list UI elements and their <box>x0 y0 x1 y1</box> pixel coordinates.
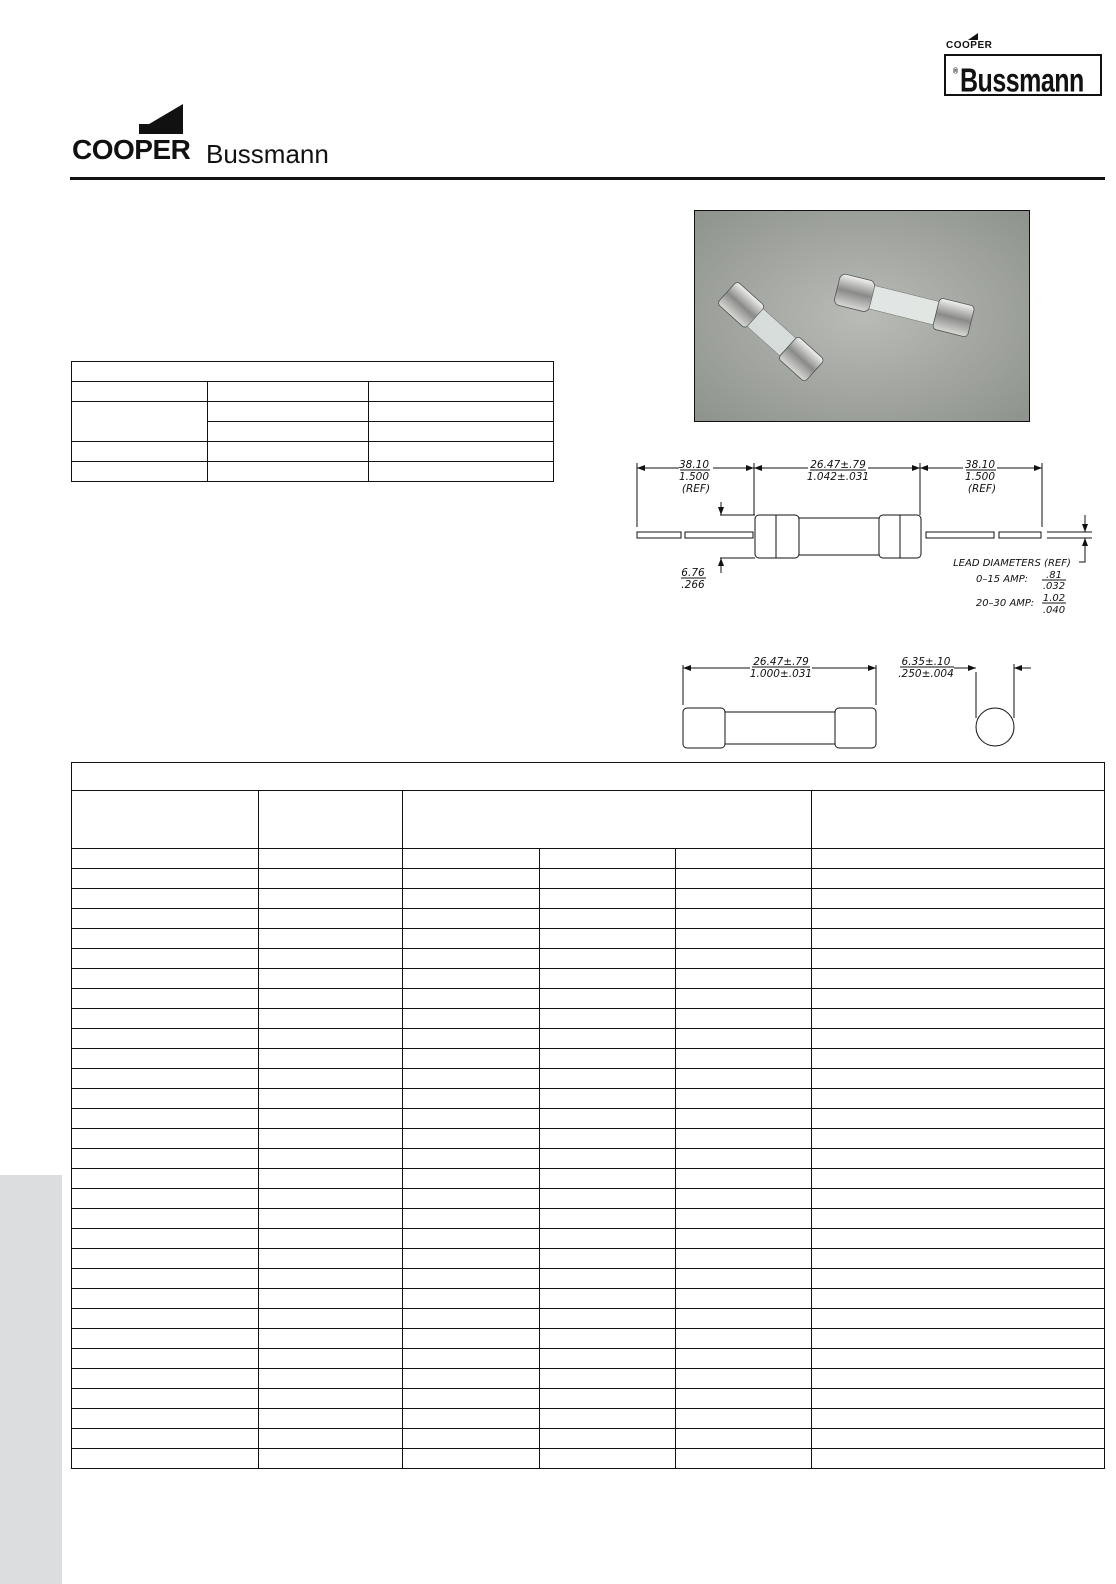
table-header-cell <box>72 791 259 849</box>
table-title-cell <box>72 763 1105 791</box>
table-cell <box>539 1409 675 1429</box>
table-cell <box>402 1049 539 1069</box>
table-cell <box>258 909 402 929</box>
table-cell <box>72 1049 259 1069</box>
lead-0-15-mm: .81 <box>1046 570 1062 581</box>
table-cell <box>369 402 554 422</box>
table-cell <box>72 869 259 889</box>
table-cell <box>402 1209 539 1229</box>
table-cell <box>402 1149 539 1169</box>
lead-right-mm: 38.10 <box>964 459 996 471</box>
table-cell <box>811 1229 1104 1249</box>
table-cell <box>72 462 208 482</box>
table-header-cell <box>402 791 811 849</box>
table-cell <box>72 1449 259 1469</box>
table-cell <box>72 1249 259 1269</box>
table-row <box>72 1029 1105 1049</box>
table-cell <box>675 889 811 909</box>
table-row <box>72 1349 1105 1369</box>
table-cell <box>675 1449 811 1469</box>
table-cell <box>675 1109 811 1129</box>
table-cell <box>675 1169 811 1189</box>
lead-left-ref: (REF) <box>681 483 711 495</box>
product-photo <box>694 210 1030 422</box>
table-cell <box>72 1229 259 1249</box>
table-row <box>72 1289 1105 1309</box>
table-cell <box>72 402 208 442</box>
table-row <box>72 382 554 402</box>
table-cell <box>258 1429 402 1449</box>
table-cell <box>675 1029 811 1049</box>
table-cell <box>72 989 259 1009</box>
table-row <box>72 1109 1105 1129</box>
table-cell <box>539 1189 675 1209</box>
table-cell <box>402 1309 539 1329</box>
table-cell <box>258 1369 402 1389</box>
lead-right-in: 1.500 <box>964 471 996 483</box>
table-cell <box>258 1309 402 1329</box>
table-cell <box>811 1449 1104 1469</box>
table-cell <box>258 869 402 889</box>
table-cell <box>539 1209 675 1229</box>
table-cell <box>675 1149 811 1169</box>
table-cell <box>72 949 259 969</box>
table-cell <box>208 402 369 422</box>
table-cell <box>258 1229 402 1249</box>
table-cell <box>72 909 259 929</box>
table-row <box>72 1209 1105 1229</box>
lead-20-30-label: 20–30 AMP: <box>975 598 1035 609</box>
table-row <box>72 849 1105 869</box>
table-cell <box>539 949 675 969</box>
table-cell <box>811 1409 1104 1429</box>
table-row <box>72 869 1105 889</box>
table-cell <box>72 1129 259 1149</box>
table-cell <box>258 1029 402 1049</box>
table-cell <box>402 869 539 889</box>
table-cell <box>675 1289 811 1309</box>
lead-right-ref: (REF) <box>967 483 997 495</box>
table-row <box>72 1449 1105 1469</box>
table-cell <box>402 849 539 869</box>
table-cell <box>811 1169 1104 1189</box>
table-cell <box>402 1349 539 1369</box>
table-cell <box>539 989 675 1009</box>
table-cell <box>402 1029 539 1049</box>
dimension-drawing-leads <box>630 455 1100 620</box>
body-length-mm: 26.47±.79 <box>810 459 866 471</box>
table-cell <box>402 1009 539 1029</box>
table-cell <box>402 1269 539 1289</box>
table-row <box>72 1169 1105 1189</box>
table-cell <box>402 1409 539 1429</box>
table-cell <box>811 1189 1104 1209</box>
table-cell <box>539 849 675 869</box>
table-cell <box>72 362 554 382</box>
table-cell <box>811 1089 1104 1109</box>
table-cell <box>208 382 369 402</box>
cartridge-length-in: 1.000±.031 <box>749 668 813 680</box>
diameter-mm: 6.76 <box>681 567 705 579</box>
table-cell <box>258 1449 402 1469</box>
table-cell <box>258 1049 402 1069</box>
table-cell <box>72 1269 259 1289</box>
spec-table <box>71 361 554 482</box>
table-cell <box>402 1189 539 1209</box>
table-cell <box>402 1289 539 1309</box>
table-cell <box>811 969 1104 989</box>
table-row <box>72 1129 1105 1149</box>
table-cell <box>811 1049 1104 1069</box>
table-cell <box>402 1169 539 1189</box>
table-row <box>72 969 1105 989</box>
table-cell <box>72 1369 259 1389</box>
table-cell <box>402 1229 539 1249</box>
table-cell <box>258 1169 402 1189</box>
table-cell <box>675 1209 811 1229</box>
cooper-bussmann-logo <box>72 104 372 168</box>
table-cell <box>402 1449 539 1469</box>
table-cell <box>539 1029 675 1049</box>
cartridge-diameter-in: .250±.004 <box>898 668 954 680</box>
table-cell <box>539 1089 675 1109</box>
table-cell <box>402 949 539 969</box>
table-row <box>72 402 554 422</box>
table-cell <box>258 1249 402 1269</box>
body-length-in: 1.042±.031 <box>806 471 870 483</box>
table-cell <box>811 1289 1104 1309</box>
table-cell <box>258 1269 402 1289</box>
table-cell <box>675 1089 811 1109</box>
table-row <box>72 1249 1105 1269</box>
table-cell <box>402 1369 539 1389</box>
table-cell <box>811 929 1104 949</box>
table-cell <box>72 849 259 869</box>
table-cell <box>72 1309 259 1329</box>
table-cell <box>539 1329 675 1349</box>
table-cell <box>675 989 811 1009</box>
badge-flag <box>968 33 978 40</box>
table-cell <box>72 382 208 402</box>
table-row <box>72 362 554 382</box>
table-row <box>72 889 1105 909</box>
table-cell <box>539 1109 675 1129</box>
table-cell <box>811 1149 1104 1169</box>
table-cell <box>811 909 1104 929</box>
table-cell <box>72 442 208 462</box>
table-cell <box>72 1089 259 1109</box>
table-cell <box>72 929 259 949</box>
table-cell <box>402 969 539 989</box>
table-cell <box>539 1229 675 1249</box>
table-cell <box>258 1289 402 1309</box>
table-cell <box>539 929 675 949</box>
table-cell <box>402 1129 539 1149</box>
table-cell <box>675 1369 811 1389</box>
table-cell <box>539 1069 675 1089</box>
table-cell <box>675 1009 811 1029</box>
table-cell <box>811 869 1104 889</box>
table-cell <box>675 869 811 889</box>
logo-cooper-text: COOPER <box>72 134 191 165</box>
lead-left-mm: 38.10 <box>678 459 710 471</box>
table-cell <box>539 889 675 909</box>
table-cell <box>675 1189 811 1209</box>
table-cell <box>258 989 402 1009</box>
table-cell <box>675 1349 811 1369</box>
table-cell <box>811 1249 1104 1269</box>
table-cell <box>402 1389 539 1409</box>
table-cell <box>811 1349 1104 1369</box>
table-cell <box>811 1129 1104 1149</box>
table-row <box>72 1369 1105 1389</box>
lead-0-15-in: .032 <box>1042 581 1066 592</box>
table-cell <box>811 1389 1104 1409</box>
cartridge-diameter-mm: 6.35±.10 <box>901 656 951 668</box>
table-cell <box>811 949 1104 969</box>
table-cell <box>258 1129 402 1149</box>
table-cell <box>258 1409 402 1429</box>
table-cell <box>72 1209 259 1229</box>
table-row <box>72 1329 1105 1349</box>
lead-0-15-label: 0–15 AMP: <box>976 574 1028 585</box>
table-cell <box>811 1369 1104 1389</box>
table-cell <box>402 909 539 929</box>
table-cell <box>811 1209 1104 1229</box>
table-cell <box>811 1029 1104 1049</box>
table-row <box>72 1409 1105 1429</box>
badge-cooper-text: COOPER <box>946 40 993 51</box>
dimension-drawing-cartridge <box>676 650 1036 755</box>
table-cell <box>539 1009 675 1029</box>
table-cell <box>675 929 811 949</box>
table-cell <box>675 1409 811 1429</box>
table-cell <box>208 442 369 462</box>
table-cell <box>675 1249 811 1269</box>
table-cell <box>72 1289 259 1309</box>
badge-bussmann-text: Bussmann ® <box>953 62 1084 100</box>
table-row <box>72 989 1105 1009</box>
table-cell <box>258 1389 402 1409</box>
table-cell <box>72 1409 259 1429</box>
logo-bussmann-text: Bussmann <box>206 139 329 169</box>
table-row <box>72 1009 1105 1029</box>
table-cell <box>539 1149 675 1169</box>
table-cell <box>72 1069 259 1089</box>
table-cell <box>811 1329 1104 1349</box>
table-cell <box>72 969 259 989</box>
table-cell <box>72 1109 259 1129</box>
table-cell <box>539 1349 675 1369</box>
table-cell <box>369 422 554 442</box>
table-row <box>72 1089 1105 1109</box>
table-header-cell <box>811 791 1104 849</box>
table-cell <box>539 1309 675 1329</box>
table-row <box>72 1269 1105 1289</box>
table-cell <box>539 1289 675 1309</box>
table-cell <box>539 869 675 889</box>
table-cell <box>72 1009 259 1029</box>
table-cell <box>208 422 369 442</box>
logo-swoosh-base <box>139 124 183 134</box>
table-cell <box>258 1149 402 1169</box>
table-cell <box>811 1109 1104 1129</box>
table-cell <box>402 1069 539 1089</box>
table-cell <box>811 1309 1104 1329</box>
table-cell <box>402 1329 539 1349</box>
table-cell <box>72 1349 259 1369</box>
table-cell <box>539 1049 675 1069</box>
table-cell <box>539 1389 675 1409</box>
table-cell <box>72 1149 259 1169</box>
table-cell <box>539 1429 675 1449</box>
table-cell <box>811 1429 1104 1449</box>
table-cell <box>539 1269 675 1289</box>
table-cell <box>72 889 259 909</box>
table-header-cell <box>258 791 402 849</box>
table-row <box>72 1389 1105 1409</box>
diameter-in: .266 <box>681 579 705 591</box>
table-cell <box>539 1449 675 1469</box>
lead-left-in: 1.500 <box>678 471 710 483</box>
table-cell <box>258 1209 402 1229</box>
lead-20-30-in: .040 <box>1042 605 1066 616</box>
table-cell <box>539 1169 675 1189</box>
table-cell <box>675 1389 811 1409</box>
table-cell <box>675 969 811 989</box>
table-row <box>72 763 1105 791</box>
table-row <box>72 1049 1105 1069</box>
table-header-row <box>72 791 1105 849</box>
table-cell <box>675 1429 811 1449</box>
table-cell <box>811 849 1104 869</box>
table-cell <box>369 462 554 482</box>
table-cell <box>369 382 554 402</box>
table-cell <box>675 1049 811 1069</box>
table-cell <box>72 1189 259 1209</box>
table-row <box>72 1429 1105 1449</box>
table-cell <box>258 1089 402 1109</box>
lead-20-30-mm: 1.02 <box>1042 593 1066 604</box>
table-row <box>72 1189 1105 1209</box>
table-cell <box>811 1069 1104 1089</box>
table-cell <box>402 1249 539 1269</box>
table-cell <box>369 442 554 462</box>
table-cell <box>675 1269 811 1289</box>
table-cell <box>208 462 369 482</box>
table-row <box>72 1229 1105 1249</box>
table-cell <box>72 1169 259 1189</box>
table-row <box>72 442 554 462</box>
table-cell <box>811 1269 1104 1289</box>
table-cell <box>72 1329 259 1349</box>
table-row <box>72 1149 1105 1169</box>
table-cell <box>258 889 402 909</box>
brand-badge <box>944 33 1102 100</box>
table-cell <box>675 949 811 969</box>
table-cell <box>258 1349 402 1369</box>
table-cell <box>811 889 1104 909</box>
table-cell <box>72 1389 259 1409</box>
table-cell <box>675 909 811 929</box>
side-tab <box>0 1175 62 1584</box>
table-cell <box>258 969 402 989</box>
cartridge-length-mm: 26.47±.79 <box>753 656 809 668</box>
table-cell <box>539 909 675 929</box>
table-cell <box>539 969 675 989</box>
table-cell <box>811 1009 1104 1029</box>
table-cell <box>402 1089 539 1109</box>
table-cell <box>72 1429 259 1449</box>
table-row <box>72 1309 1105 1329</box>
table-cell <box>675 1309 811 1329</box>
table-cell <box>402 929 539 949</box>
table-cell <box>258 1069 402 1089</box>
table-cell <box>258 1329 402 1349</box>
table-cell <box>258 849 402 869</box>
table-cell <box>402 989 539 1009</box>
table-row <box>72 909 1105 929</box>
table-cell <box>675 849 811 869</box>
table-row <box>72 462 554 482</box>
table-cell <box>675 1069 811 1089</box>
table-cell <box>258 949 402 969</box>
header-rule <box>70 177 1105 180</box>
table-row <box>72 949 1105 969</box>
table-cell <box>675 1329 811 1349</box>
table-cell <box>402 889 539 909</box>
table-cell <box>811 989 1104 1009</box>
table-cell <box>402 1109 539 1129</box>
table-cell <box>258 1009 402 1029</box>
table-cell <box>258 929 402 949</box>
table-cell <box>675 1229 811 1249</box>
table-cell <box>258 1109 402 1129</box>
table-cell <box>675 1129 811 1149</box>
table-cell <box>539 1249 675 1269</box>
ratings-table <box>71 762 1105 1469</box>
lead-diameters-title: LEAD DIAMETERS (REF) <box>953 558 1071 569</box>
table-cell <box>258 1189 402 1209</box>
table-cell <box>72 1029 259 1049</box>
badge-box <box>944 54 1102 100</box>
table-cell <box>539 1129 675 1149</box>
table-row <box>72 1069 1105 1089</box>
table-cell <box>402 1429 539 1449</box>
table-cell <box>539 1369 675 1389</box>
table-row <box>72 929 1105 949</box>
